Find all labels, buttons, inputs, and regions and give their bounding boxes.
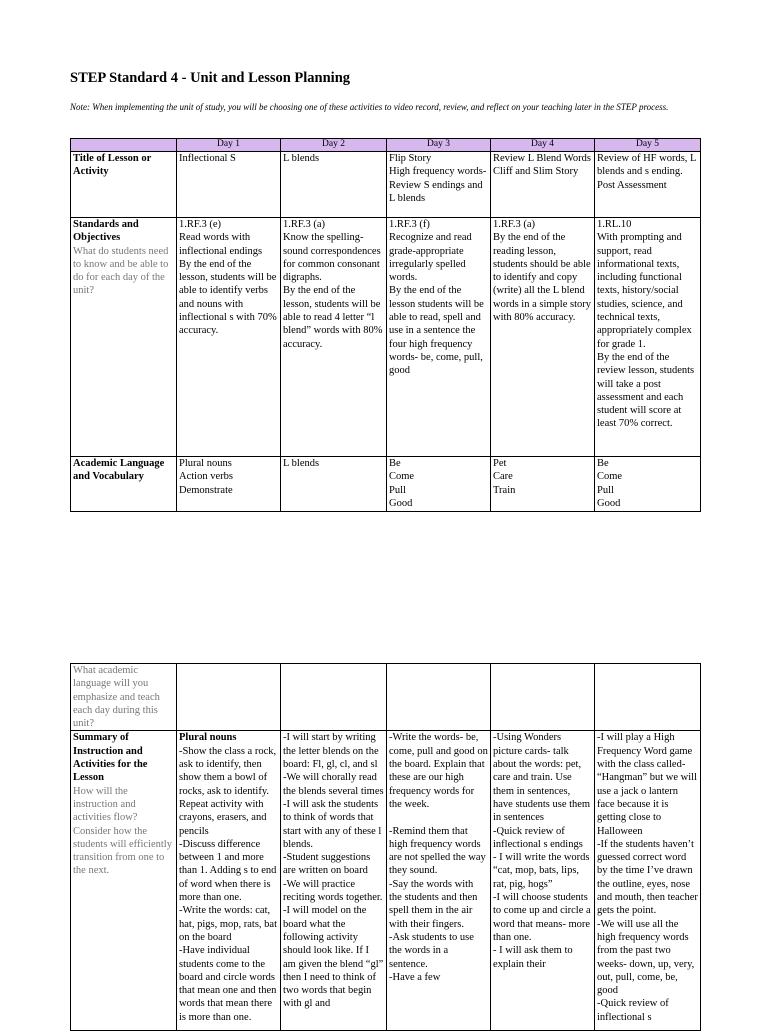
summary-cell: -Using Wonders picture cards- talk about the words: pet, care and train. Use them in sentences, have students use them in sentences -Quick review of inflectional s endings - I will write the words “cat, mop, bats, lips, rat, pig, hogs” -I will choose students to come up and circle a word that means- more than one. - I will ask them to explain their: [491, 731, 595, 1031]
summary-day1-text: -Show the class a rock, ask to identify, then show them a bowl of rocks, ask to identify. Repeat activity with crayons, erasers, and pencils -Discuss difference between 1 and more than 1. Adding s to end of word when there is more than one. -Write the words: cat, hat, pigs, mop, rats, bat on the board -Have individual students come to the board and circle words that mean one and then words that mean there is more than one.: [179, 745, 277, 1023]
standards-cell: 1.RL.10 With prompting and support, read informational texts, including functional texts, history/social studies, science, and technical texts, appropriately complex for grade 1. By the end of the review lesson, students will take a post assessment and each student will score at least 70% correct.: [595, 218, 701, 457]
day-header-row: [71, 139, 701, 152]
day-header: Day 3: [387, 139, 491, 152]
row-label-academic: Academic Language and Vocabulary: [71, 457, 177, 512]
lesson-title-cell: Review of HF words, L blends and s ending. Post Assessment: [595, 152, 701, 218]
row-label-summary-title: Summary of Instruction and Activities for the Lesson: [73, 732, 148, 784]
lesson-title-cell: Review L Blend Words Cliff and Slim Story: [491, 152, 595, 218]
summary-day1-heading: Plural nouns: [179, 732, 237, 744]
vocabulary-cell: Be Come Pull Good: [387, 457, 491, 512]
standards-row: [71, 218, 701, 457]
lesson-title-cell: L blends: [281, 152, 387, 218]
empty-cell: [281, 664, 387, 731]
standards-cell: 1.RF.3 (a) By the end of the reading lesson, students should be able to identify and copy (write) all the L blend words in a simple story with 80% accuracy.: [491, 218, 595, 457]
lesson-plan-table-continued: [70, 663, 701, 1031]
lesson-plan-table: [70, 138, 701, 512]
empty-cell: [595, 664, 701, 731]
lesson-title-cell: Inflectional S: [177, 152, 281, 218]
row-label-standards: [71, 218, 177, 457]
empty-cell: [491, 664, 595, 731]
page-title: STEP Standard 4 - Unit and Lesson Planning: [70, 70, 351, 86]
summary-row: [71, 731, 701, 1031]
row-hint-summary: How will the instruction and activities flow? Consider how the students will efficiently transition from one to the next.: [73, 785, 172, 877]
academic-language-row: [71, 457, 701, 512]
row-label-title: Title of Lesson or Activity: [71, 152, 177, 218]
empty-cell: [387, 664, 491, 731]
emphasize-row: [71, 664, 701, 731]
row-label-summary: [71, 731, 177, 1031]
summary-cell: -Write the words- be, come, pull and good on the board. Explain that these are our high frequency words for the week. -Remind them that high frequency words are not spelled the way they sound. -Say the words with the students and then spell them in the air with their fingers. -Ask students to use the words in a sentence. -Have a few: [387, 731, 491, 1031]
day-header: Day 4: [491, 139, 595, 152]
vocabulary-cell: Pet Care Train: [491, 457, 595, 512]
row-hint-standards: What do students need to know and be able to do for each day of the unit?: [73, 245, 169, 297]
empty-cell: [177, 664, 281, 731]
row-hint-emphasize: [71, 664, 177, 731]
summary-cell: -I will play a High Frequency Word game with the class called- “Hangman” but we will use a jack o lantern face because it is getting close to Halloween -If the students haven’t guessed correct word by the time I’ve drawn the outline, eyes, nose and mouth, then teacher gets the point. -We will use all the high frequency words from the past two weeks- down, up, very, out, pull, come, be, good -Quick review of inflectional s: [595, 731, 701, 1031]
lesson-title-cell: Flip Story High frequency words- Review S endings and L blends: [387, 152, 491, 218]
day-header: Day 2: [281, 139, 387, 152]
standards-cell: 1.RF.3 (e) Read words with inflectional endings By the end of the lesson, students will be able to identify verbs and nouns with inflectional s with 70% accuracy.: [177, 218, 281, 457]
emphasize-hint-text: What academic language will you emphasize and teach each day during this unit?: [73, 665, 160, 730]
header-corner: [71, 139, 177, 152]
standards-cell: 1.RF.3 (a) Know the spelling-sound correspondences for common consonant digraphs. By the end of the lesson, students will be able to read 4 letter “l blend” words with 80% accuracy.: [281, 218, 387, 457]
vocabulary-cell: Be Come Pull Good: [595, 457, 701, 512]
day-header: Day 1: [177, 139, 281, 152]
row-label-standards-title: Standards and Objectives: [73, 219, 139, 244]
summary-cell: -I will start by writing the letter blends on the board: Fl, gl, cl, and sl -We will chorally read the blends several times -I will ask the students to think of words that start with any of these l blends. -Student suggestions are written on board -We will practice reciting words together. -I will model on the board what the following activity should look like. If I am given the blend “gl” then I need to think of two words that begin with gl and: [281, 731, 387, 1031]
planning-note: Note: When implementing the unit of study, you will be choosing one of these activities to video record, review, and reflect on your teaching later in the STEP process.: [70, 102, 669, 112]
lesson-title-row: [71, 152, 701, 218]
standards-cell: 1.RF.3 (f) Recognize and read grade-appropriate irregularly spelled words. By the end of the lesson students will be able to read, spell and use in a sentence the four high frequency words- be, come, pull, good: [387, 218, 491, 457]
summary-cell: [177, 731, 281, 1031]
vocabulary-cell: Plural nouns Action verbs Demonstrate: [177, 457, 281, 512]
day-header: Day 5: [595, 139, 701, 152]
vocabulary-cell: L blends: [281, 457, 387, 512]
